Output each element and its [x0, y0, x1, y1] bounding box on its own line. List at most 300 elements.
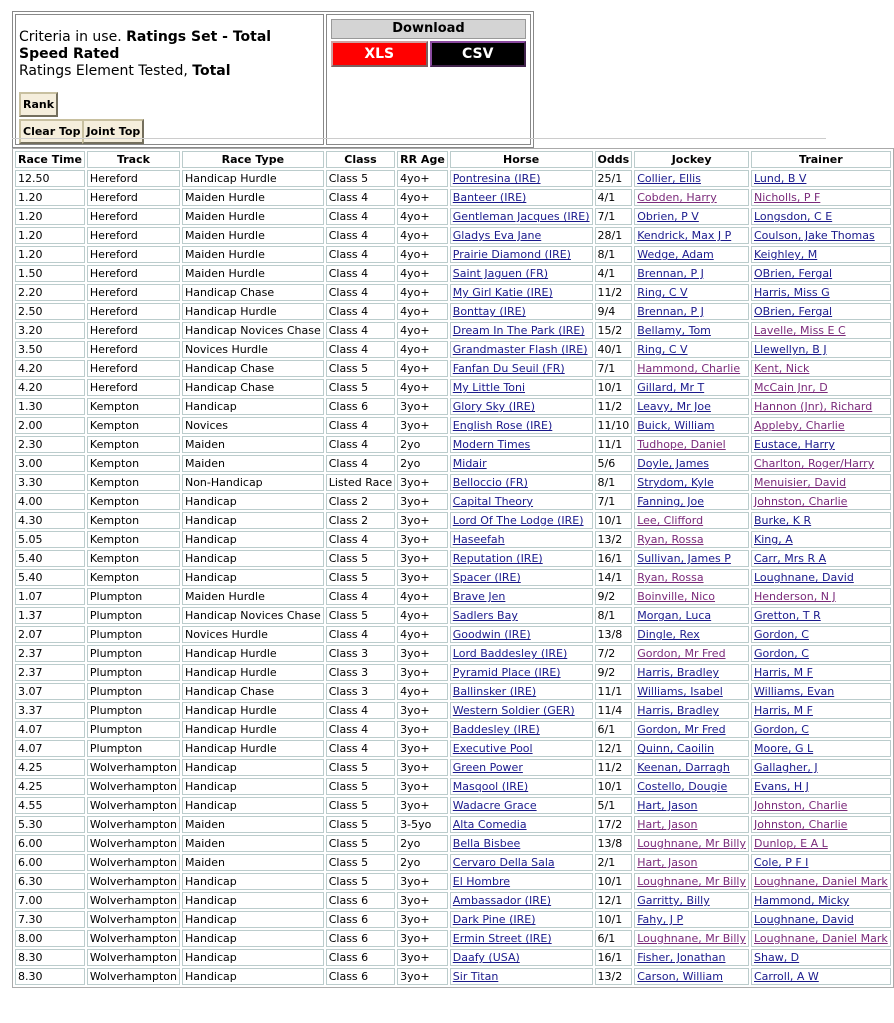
trainer-link[interactable]: Gordon, C [754, 647, 809, 660]
cell-class: Class 2 [326, 493, 395, 510]
cell-odds: 5/6 [595, 455, 633, 472]
cell-horse [450, 227, 593, 244]
cell-track: Plumpton [87, 664, 180, 681]
jockey-link[interactable]: Fahy, J P [637, 913, 684, 926]
cell-class: Class 6 [326, 930, 395, 947]
table-row [15, 607, 891, 624]
trainer-link[interactable]: Dunlop, E A L [754, 837, 828, 850]
cell-class: Class 4 [326, 284, 395, 301]
jockey-link[interactable]: Buick, William [637, 419, 715, 432]
cell-race-type: Maiden Hurdle [182, 227, 324, 244]
jockey-link[interactable]: Leavy, Mr Joe [637, 400, 711, 413]
cell-rr-age: 3yo+ [397, 778, 448, 795]
cell-race-type: Handicap [182, 873, 324, 890]
table-row [15, 246, 891, 263]
trainer-link[interactable]: OBrien, Fergal [754, 267, 833, 280]
cell-race-type: Handicap [182, 550, 324, 567]
trainer-link[interactable]: Shaw, D [754, 951, 800, 964]
cell-race-type: Maiden Hurdle [182, 208, 324, 225]
cell-track: Wolverhampton [87, 949, 180, 966]
trainer-link[interactable]: Gordon, C [754, 723, 809, 736]
cell-rr-age: 4yo+ [397, 322, 448, 339]
cell-race-time: 4.25 [15, 778, 85, 795]
cell-race-type: Handicap Chase [182, 379, 324, 396]
cell-race-time: 5.05 [15, 531, 85, 548]
trainer-link[interactable]: Longsdon, C E [754, 210, 833, 223]
horse-link[interactable]: Executive Pool [452, 742, 533, 755]
jockey-link[interactable]: Kendrick, Max J P [637, 229, 732, 242]
jockey-link[interactable]: Carson, William [637, 970, 723, 983]
table-row [15, 588, 891, 605]
cell-odds: 6/1 [595, 721, 633, 738]
trainer-link[interactable]: Lavelle, Miss E C [754, 324, 846, 337]
cell-jockey [634, 626, 749, 643]
jockey-link[interactable]: Loughnane, Mr Billy [637, 875, 746, 888]
cell-track: Kempton [87, 398, 180, 415]
trainer-link[interactable]: Moore, G L [754, 742, 814, 755]
cell-odds: 9/2 [595, 588, 633, 605]
horse-link[interactable]: El Hombre [452, 875, 511, 888]
horse-link[interactable]: Capital Theory [452, 495, 534, 508]
cell-horse [450, 436, 593, 453]
cell-race-type: Handicap [182, 512, 324, 529]
cell-class: Class 4 [326, 436, 395, 453]
cell-odds: 11/4 [595, 702, 633, 719]
cell-odds: 16/1 [595, 550, 633, 567]
horse-link[interactable]: Bonttay (IRE) [452, 305, 526, 318]
cell-track: Hereford [87, 208, 180, 225]
cell-trainer [751, 892, 891, 909]
cell-horse [450, 778, 593, 795]
horse-link[interactable]: Sadlers Bay [452, 609, 518, 622]
jockey-link[interactable]: Hart, Jason [637, 818, 698, 831]
trainer-link[interactable]: Harris, M F [754, 704, 813, 717]
cell-jockey [634, 265, 749, 282]
cell-race-type: Novices Hurdle [182, 626, 324, 643]
trainer-link[interactable]: Hammond, Micky [754, 894, 850, 907]
jockey-link[interactable]: Tudhope, Daniel [637, 438, 726, 451]
cell-race-type: Handicap Hurdle [182, 170, 324, 187]
jockey-link[interactable]: Brennan, P J [637, 267, 704, 280]
cell-class: Class 4 [326, 341, 395, 358]
cell-race-type: Maiden Hurdle [182, 265, 324, 282]
cell-rr-age: 3yo+ [397, 740, 448, 757]
cell-odds: 16/1 [595, 949, 633, 966]
horse-link[interactable]: Ermin Street (IRE) [452, 932, 552, 945]
cell-horse [450, 740, 593, 757]
clear-top-button[interactable]: Clear Top [19, 119, 84, 144]
jockey-link[interactable]: Ryan, Rossa [637, 571, 704, 584]
horse-link[interactable]: English Rose (IRE) [452, 419, 553, 432]
cell-jockey [634, 360, 749, 377]
horse-link[interactable]: Gentleman Jacques (IRE) [452, 210, 590, 223]
trainer-link[interactable]: Gretton, T R [754, 609, 821, 622]
jockey-link[interactable]: Williams, Isabel [637, 685, 723, 698]
trainer-link[interactable]: Loughnane, Daniel Mark [754, 932, 888, 945]
horse-link[interactable]: Pyramid Place (IRE) [452, 666, 561, 679]
cell-race-type: Non-Handicap [182, 474, 324, 491]
jockey-link[interactable]: Loughnane, Mr Billy [637, 932, 746, 945]
jockey-link[interactable]: Keenan, Darragh [637, 761, 730, 774]
jockey-link[interactable]: Obrien, P V [637, 210, 699, 223]
jockey-link[interactable]: Fanning, Joe [637, 495, 704, 508]
jockey-link[interactable]: Garritty, Billy [637, 894, 710, 907]
cell-class: Class 5 [326, 360, 395, 377]
jockey-link[interactable]: Doyle, James [637, 457, 709, 470]
horse-link[interactable]: Grandmaster Flash (IRE) [452, 343, 588, 356]
horse-link[interactable]: Cervaro Della Sala [452, 856, 555, 869]
cell-rr-age: 4yo+ [397, 588, 448, 605]
jockey-link[interactable]: Boinville, Nico [637, 590, 716, 603]
cell-odds: 4/1 [595, 189, 633, 206]
column-header-horse: Horse [450, 151, 593, 168]
cell-trainer [751, 607, 891, 624]
table-row [15, 341, 891, 358]
trainer-link[interactable]: Coulson, Jake Thomas [754, 229, 875, 242]
table-row [15, 930, 891, 947]
column-header-jockey: Jockey [634, 151, 749, 168]
cell-horse [450, 265, 593, 282]
cell-jockey [634, 284, 749, 301]
horse-link[interactable]: My Little Toni [452, 381, 526, 394]
table-row [15, 721, 891, 738]
table-row [15, 436, 891, 453]
horse-link[interactable]: Ballinsker (IRE) [452, 685, 537, 698]
cell-trainer [751, 740, 891, 757]
cell-odds: 6/1 [595, 930, 633, 947]
horse-link[interactable]: Ambassador (IRE) [452, 894, 552, 907]
jockey-link[interactable]: Bellamy, Tom [637, 324, 711, 337]
cell-rr-age: 3yo+ [397, 873, 448, 890]
cell-rr-age: 3yo+ [397, 968, 448, 985]
trainer-link[interactable]: Eustace, Harry [754, 438, 835, 451]
trainer-link[interactable]: King, A [754, 533, 793, 546]
download-header: Download [331, 19, 526, 39]
cell-trainer [751, 170, 891, 187]
cell-track: Hereford [87, 284, 180, 301]
horse-link[interactable]: Baddesley (IRE) [452, 723, 540, 736]
horse-link[interactable]: Goodwin (IRE) [452, 628, 531, 641]
cell-rr-age: 4yo+ [397, 246, 448, 263]
horse-link[interactable]: Daafy (USA) [452, 951, 520, 964]
cell-track: Wolverhampton [87, 873, 180, 890]
cell-race-type: Handicap [182, 930, 324, 947]
cell-race-time: 1.20 [15, 189, 85, 206]
horse-link[interactable]: My Girl Katie (IRE) [452, 286, 553, 299]
cell-jockey [634, 702, 749, 719]
horse-link[interactable]: Saint Jaguen (FR) [452, 267, 549, 280]
cell-race-type: Novices [182, 417, 324, 434]
trainer-link[interactable]: Johnston, Charlie [754, 799, 848, 812]
jockey-link[interactable]: Harris, Bradley [637, 704, 719, 717]
table-row [15, 683, 891, 700]
cell-odds: 15/2 [595, 322, 633, 339]
table-row [15, 664, 891, 681]
jockey-link[interactable]: Wedge, Adam [637, 248, 714, 261]
cell-horse [450, 873, 593, 890]
jockey-link[interactable]: Quinn, Caoilin [637, 742, 715, 755]
horse-link[interactable]: Spacer (IRE) [452, 571, 521, 584]
horse-link[interactable]: Prairie Diamond (IRE) [452, 248, 571, 261]
cell-rr-age: 4yo+ [397, 607, 448, 624]
cell-track: Wolverhampton [87, 835, 180, 852]
cell-horse [450, 322, 593, 339]
cell-race-time: 4.30 [15, 512, 85, 529]
trainer-link[interactable]: Nicholls, P F [754, 191, 821, 204]
horse-link[interactable]: Masqool (IRE) [452, 780, 529, 793]
cell-odds: 10/1 [595, 379, 633, 396]
cell-track: Wolverhampton [87, 816, 180, 833]
cell-rr-age: 3yo+ [397, 949, 448, 966]
horse-link[interactable]: Fanfan Du Seuil (FR) [452, 362, 565, 375]
horse-link[interactable]: Dark Pine (IRE) [452, 913, 536, 926]
cell-race-time: 3.50 [15, 341, 85, 358]
table-row [15, 189, 891, 206]
cell-class: Class 3 [326, 645, 395, 662]
table-row [15, 569, 891, 586]
jockey-link[interactable]: Ring, C V [637, 286, 688, 299]
element-line [19, 63, 321, 80]
cell-race-time: 1.37 [15, 607, 85, 624]
cell-race-type: Handicap [182, 892, 324, 909]
trainer-link[interactable]: Appleby, Charlie [754, 419, 845, 432]
trainer-link[interactable]: Carr, Mrs R A [754, 552, 827, 565]
trainer-link[interactable]: Menuisier, David [754, 476, 847, 489]
jockey-link[interactable]: Hart, Jason [637, 856, 698, 869]
cell-race-type: Handicap Hurdle [182, 303, 324, 320]
horse-link[interactable]: Modern Times [452, 438, 531, 451]
horse-link[interactable]: Dream In The Park (IRE) [452, 324, 585, 337]
cell-race-time: 3.30 [15, 474, 85, 491]
trainer-link[interactable]: Cole, P F I [754, 856, 809, 869]
trainer-link[interactable]: Harris, Miss G [754, 286, 830, 299]
cell-trainer [751, 227, 891, 244]
cell-race-time: 3.00 [15, 455, 85, 472]
jockey-link[interactable]: Dingle, Rex [637, 628, 700, 641]
trainer-link[interactable]: Williams, Evan [754, 685, 835, 698]
cell-race-type: Handicap Hurdle [182, 721, 324, 738]
jockey-link[interactable]: Ryan, Rossa [637, 533, 704, 546]
jockey-link[interactable]: Sullivan, James P [637, 552, 731, 565]
cell-horse [450, 683, 593, 700]
table-row [15, 816, 891, 833]
horse-link[interactable]: Belloccio (FR) [452, 476, 528, 489]
cell-jockey [634, 740, 749, 757]
trainer-link[interactable]: Kent, Nick [754, 362, 810, 375]
jockey-link[interactable]: Harris, Bradley [637, 666, 719, 679]
trainer-link[interactable]: Henderson, N J [754, 590, 836, 603]
jockey-link[interactable]: Brennan, P J [637, 305, 704, 318]
cell-rr-age: 2yo [397, 854, 448, 871]
horse-link[interactable]: Brave Jen [452, 590, 506, 603]
cell-race-time: 2.50 [15, 303, 85, 320]
cell-class: Class 4 [326, 322, 395, 339]
trainer-link[interactable]: Keighley, M [754, 248, 818, 261]
trainer-link[interactable]: Llewellyn, B J [754, 343, 827, 356]
table-row [15, 949, 891, 966]
trainer-link[interactable]: Gordon, C [754, 628, 809, 641]
cell-odds: 40/1 [595, 341, 633, 358]
cell-track: Hereford [87, 341, 180, 358]
results-table [12, 148, 894, 988]
cell-race-type: Handicap Hurdle [182, 664, 324, 681]
trainer-link[interactable]: Carroll, A W [754, 970, 819, 983]
cell-horse [450, 664, 593, 681]
jockey-link[interactable]: Ring, C V [637, 343, 688, 356]
cell-rr-age: 4yo+ [397, 208, 448, 225]
cell-rr-age: 3yo+ [397, 550, 448, 567]
cell-trainer [751, 778, 891, 795]
trainer-link[interactable]: Gallagher, J [754, 761, 818, 774]
cell-horse [450, 398, 593, 415]
trainer-link[interactable]: Harris, M F [754, 666, 813, 679]
cell-race-time: 2.30 [15, 436, 85, 453]
horse-link[interactable]: Bella Bisbee [452, 837, 521, 850]
jockey-link[interactable]: Lee, Clifford [637, 514, 704, 527]
cell-class: Class 5 [326, 550, 395, 567]
column-header-race-time: Race Time [15, 151, 85, 168]
cell-trainer [751, 854, 891, 871]
jockey-link[interactable]: Morgan, Luca [637, 609, 712, 622]
jockey-link[interactable]: Gordon, Mr Fred [637, 723, 726, 736]
cell-track: Hereford [87, 246, 180, 263]
cell-race-time: 2.07 [15, 626, 85, 643]
column-header-track: Track [87, 151, 180, 168]
cell-race-type: Handicap [182, 778, 324, 795]
cell-jockey [634, 835, 749, 852]
cell-track: Kempton [87, 531, 180, 548]
cell-track: Plumpton [87, 683, 180, 700]
cell-horse [450, 379, 593, 396]
trainer-link[interactable]: Johnston, Charlie [754, 818, 848, 831]
csv-download-button[interactable]: CSV [430, 41, 527, 67]
cell-track: Plumpton [87, 645, 180, 662]
cell-trainer [751, 835, 891, 852]
jockey-link[interactable]: Cobden, Harry [637, 191, 717, 204]
horse-link[interactable]: Reputation (IRE) [452, 552, 543, 565]
horse-link[interactable]: Pontresina (IRE) [452, 172, 541, 185]
cell-horse [450, 531, 593, 548]
cell-jockey [634, 341, 749, 358]
jockey-link[interactable]: Fisher, Jonathan [637, 951, 726, 964]
cell-jockey [634, 531, 749, 548]
cell-race-type: Handicap Chase [182, 360, 324, 377]
xls-download-button[interactable]: XLS [331, 41, 428, 67]
horse-link[interactable]: Banteer (IRE) [452, 191, 527, 204]
cell-rr-age: 4yo+ [397, 341, 448, 358]
cell-odds: 13/2 [595, 968, 633, 985]
cell-track: Wolverhampton [87, 911, 180, 928]
cell-race-time: 6.00 [15, 854, 85, 871]
cell-trainer [751, 474, 891, 491]
horse-link[interactable]: Gladys Eva Jane [452, 229, 542, 242]
cell-class: Class 5 [326, 873, 395, 890]
table-row [15, 778, 891, 795]
cell-rr-age: 3yo+ [397, 702, 448, 719]
cell-trainer [751, 455, 891, 472]
cell-class: Class 2 [326, 512, 395, 529]
cell-jockey [634, 189, 749, 206]
horse-link[interactable]: Midair [452, 457, 487, 470]
jockey-link[interactable]: Collier, Ellis [637, 172, 701, 185]
table-row [15, 835, 891, 852]
horse-link[interactable]: Lord Of The Lodge (IRE) [452, 514, 584, 527]
table-row [15, 626, 891, 643]
horse-link[interactable]: Western Soldier (GER) [452, 704, 575, 717]
cell-rr-age: 3yo+ [397, 398, 448, 415]
jockey-link[interactable]: Gillard, Mr T [637, 381, 705, 394]
horse-link[interactable]: Haseefah [452, 533, 505, 546]
horse-link[interactable]: Glory Sky (IRE) [452, 400, 536, 413]
cell-horse [450, 303, 593, 320]
table-row [15, 702, 891, 719]
horse-link[interactable]: Wadacre Grace [452, 799, 537, 812]
cell-horse [450, 645, 593, 662]
cell-horse [450, 911, 593, 928]
horse-link[interactable]: Sir Titan [452, 970, 499, 983]
jockey-link[interactable]: Costello, Dougie [637, 780, 728, 793]
cell-class: Class 5 [326, 569, 395, 586]
divider [12, 138, 826, 139]
trainer-link[interactable]: OBrien, Fergal [754, 305, 833, 318]
trainer-link[interactable]: Loughnane, David [754, 571, 854, 584]
cell-race-time: 1.20 [15, 227, 85, 244]
trainer-link[interactable]: Evans, H J [754, 780, 809, 793]
cell-race-type: Handicap [182, 398, 324, 415]
trainer-link[interactable]: Loughnane, Daniel Mark [754, 875, 888, 888]
cell-race-time: 2.00 [15, 417, 85, 434]
trainer-link[interactable]: Loughnane, David [754, 913, 854, 926]
cell-odds: 11/1 [595, 436, 633, 453]
cell-jockey [634, 588, 749, 605]
jockey-link[interactable]: Loughnane, Mr Billy [637, 837, 746, 850]
trainer-link[interactable]: Burke, K R [754, 514, 812, 527]
cell-odds: 10/1 [595, 512, 633, 529]
horse-link[interactable]: Green Power [452, 761, 523, 774]
trainer-link[interactable]: Lund, B V [754, 172, 807, 185]
cell-track: Wolverhampton [87, 930, 180, 947]
cell-jockey [634, 797, 749, 814]
cell-jockey [634, 930, 749, 947]
cell-odds: 8/1 [595, 607, 633, 624]
horse-link[interactable]: Lord Baddesley (IRE) [452, 647, 568, 660]
jockey-link[interactable]: Hart, Jason [637, 799, 698, 812]
cell-track: Kempton [87, 474, 180, 491]
rank-button[interactable]: Rank [19, 92, 58, 117]
trainer-link[interactable]: McCain Jnr, D [754, 381, 828, 394]
cell-race-type: Maiden Hurdle [182, 189, 324, 206]
jockey-link[interactable]: Hammond, Charlie [637, 362, 741, 375]
trainer-link[interactable]: Hannon (Jnr), Richard [754, 400, 873, 413]
cell-race-time: 4.20 [15, 379, 85, 396]
jockey-link[interactable]: Gordon, Mr Fred [637, 647, 726, 660]
joint-top-button[interactable]: Joint Top [82, 119, 144, 144]
cell-rr-age: 3yo+ [397, 892, 448, 909]
horse-link[interactable]: Alta Comedia [452, 818, 527, 831]
trainer-link[interactable]: Charlton, Roger/Harry [754, 457, 875, 470]
cell-class: Class 5 [326, 759, 395, 776]
cell-rr-age: 4yo+ [397, 227, 448, 244]
table-row [15, 512, 891, 529]
jockey-link[interactable]: Strydom, Kyle [637, 476, 714, 489]
cell-horse [450, 493, 593, 510]
trainer-link[interactable]: Johnston, Charlie [754, 495, 848, 508]
table-row [15, 550, 891, 567]
cell-race-time: 3.37 [15, 702, 85, 719]
ratings-element: Total [192, 63, 231, 79]
cell-trainer [751, 208, 891, 225]
cell-rr-age: 3yo+ [397, 911, 448, 928]
